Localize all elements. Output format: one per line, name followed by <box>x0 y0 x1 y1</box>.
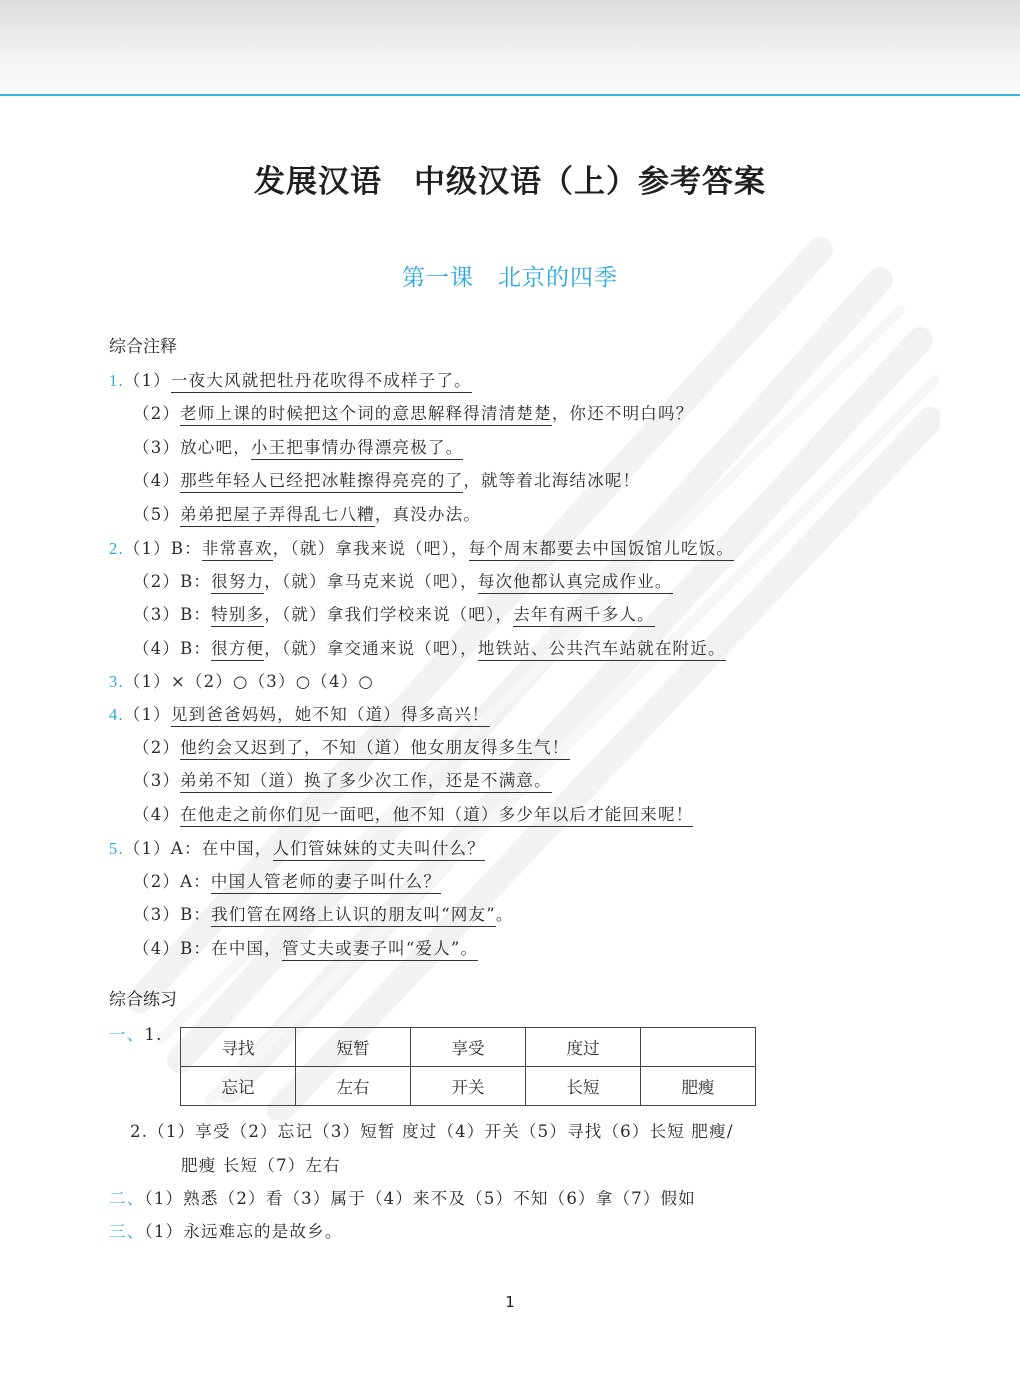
q1-item-4: （4）那些年轻人已经把冰鞋擦得亮亮的了，就等着北海结冰呢！ <box>133 470 640 492</box>
q1-item-2: （2）老师上课的时候把这个词的意思解释得清清楚楚，你还不明白吗？ <box>133 403 693 425</box>
part3-answers: 三、（1）永远难忘的是故乡。 <box>109 1222 343 1241</box>
q5-item-4: （4）B：在中国，管丈夫或妻子叫“爱人”。 <box>133 938 478 960</box>
q2-item-4: （4）B：很方便，（就）拿交通来说（吧），地铁站、公共汽车站就在附近。 <box>133 638 726 660</box>
table-row <box>181 1028 756 1067</box>
q2-item-2: （2）B：很努力，（就）拿马克来说（吧），每次他都认真完成作业。 <box>133 571 673 593</box>
page-top-band <box>0 0 1020 94</box>
q5-item-1: 5.（1）A：在中国，人们管妹妹的丈夫叫什么？ <box>109 838 485 860</box>
section-heading-notes: 综合注释 <box>109 337 177 357</box>
q5-item-3: （3）B：我们管在网络上认识的朋友叫“网友”。 <box>133 904 514 926</box>
q4-item-4: （4）在他走之前你们见一面吧，他不知（道）多少年以后才能回来呢！ <box>133 804 693 826</box>
table-cell: 忘记 <box>181 1067 296 1106</box>
table-cell: 开关 <box>411 1067 526 1106</box>
question-number: 2. <box>109 539 124 558</box>
part1-sub2-line1: 2.（1）享受（2）忘记（3）短暂 度过（4）开关（5）寻找（6）长短 肥瘦/ <box>130 1122 734 1141</box>
table-cell: 享受 <box>411 1028 526 1067</box>
table-cell: 左右 <box>296 1067 411 1106</box>
table-cell: 肥瘦 <box>641 1067 756 1106</box>
table-cell: 寻找 <box>181 1028 296 1067</box>
q2-item-3: （3）B：特别多，（就）拿我们学校来说（吧），去年有两千多人。 <box>133 604 655 626</box>
table-row <box>181 1067 756 1106</box>
watermark-brush-icon <box>120 220 940 1120</box>
part2-answers: 二、（1）熟悉（2）看（3）属于（4）来不及（5）不知（6）拿（7）假如 <box>109 1189 696 1208</box>
q5-item-2: （2）A：中国人管老师的妻子叫什么？ <box>133 871 441 893</box>
document-title: 发展汉语 中级汉语（上）参考答案 <box>254 164 766 200</box>
q4-item-1: 4.（1）见到爸爸妈妈，她不知（道）得多高兴！ <box>109 704 490 726</box>
answer-table <box>180 1027 756 1106</box>
question-number: 1. <box>109 371 124 390</box>
q1-item-3: （3）放心吧，小王把事情办得漂亮极了。 <box>133 437 463 459</box>
q2-item-1: 2.（1）B：非常喜欢，（就）拿我来说（吧），每个周末都要去中国饭馆儿吃饭。 <box>109 538 734 560</box>
table-cell: 度过 <box>526 1028 641 1067</box>
question-number: 5. <box>109 839 124 858</box>
table-cell <box>641 1028 756 1067</box>
q1-item-1: 1.（1）一夜大风就把牡丹花吹得不成样子了。 <box>109 370 472 392</box>
header-rule <box>0 94 1020 96</box>
table-cell: 短暂 <box>296 1028 411 1067</box>
q1-item-5: （5）弟弟把屋子弄得乱七八糟，真没办法。 <box>133 504 481 526</box>
part1-sub2-line2: 肥瘦 长短（7）左右 <box>181 1156 341 1175</box>
table-cell: 长短 <box>526 1067 641 1106</box>
part1-label: 一、1. <box>109 1025 163 1044</box>
q4-item-2: （2）他约会又迟到了，不知（道）他女朋友得多生气！ <box>133 737 570 759</box>
q4-item-3: （3）弟弟不知（道）换了多少次工作，还是不满意。 <box>133 770 552 792</box>
question-number: 3. <box>109 672 124 691</box>
q3-answers: 3.（1）×（2）○（3）○（4）○ <box>109 672 374 691</box>
page-number: 1 <box>505 1293 515 1311</box>
lesson-title: 第一课 北京的四季 <box>402 265 618 291</box>
question-number: 4. <box>109 705 124 724</box>
section-heading-exercises: 综合练习 <box>109 990 177 1010</box>
